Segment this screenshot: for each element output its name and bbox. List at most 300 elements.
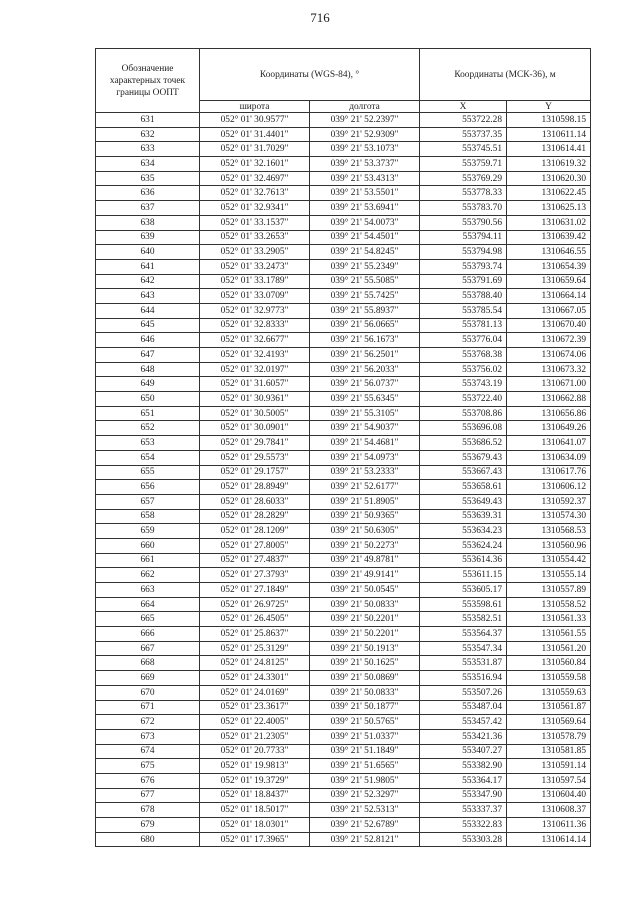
longitude-cell: 039° 21' 54.0973"	[310, 450, 420, 465]
page-number: 716	[310, 10, 330, 25]
longitude-cell: 039° 21' 54.9037"	[310, 421, 420, 436]
y-cell: 1310664.14	[507, 289, 591, 304]
latitude-cell: 052° 01' 30.5005"	[200, 406, 310, 421]
longitude-cell: 039° 21' 52.2397"	[310, 113, 420, 128]
table-row	[96, 436, 591, 451]
point-number: 647	[96, 348, 200, 363]
longitude-cell: 039° 21' 55.5085"	[310, 274, 420, 289]
point-number: 652	[96, 421, 200, 436]
table-row	[96, 553, 591, 568]
x-cell: 553686.52	[420, 436, 507, 451]
y-cell: 1310634.09	[507, 450, 591, 465]
latitude-cell: 052° 01' 24.8125"	[200, 656, 310, 671]
table-row	[96, 494, 591, 509]
x-cell: 553598.61	[420, 597, 507, 612]
point-number: 644	[96, 303, 200, 318]
point-number: 680	[96, 832, 200, 847]
x-cell: 553516.94	[420, 671, 507, 686]
point-number: 655	[96, 465, 200, 480]
latitude-cell: 052° 01' 19.3729"	[200, 773, 310, 788]
point-number: 667	[96, 641, 200, 656]
table-row	[96, 509, 591, 524]
latitude-cell: 052° 01' 32.7613"	[200, 186, 310, 201]
x-cell: 553769.29	[420, 171, 507, 186]
y-cell: 1310672.39	[507, 333, 591, 348]
y-cell: 1310656.86	[507, 406, 591, 421]
x-cell: 553708.86	[420, 406, 507, 421]
longitude-cell: 039° 21' 50.1877"	[310, 700, 420, 715]
x-cell: 553790.56	[420, 215, 507, 230]
x-cell: 553667.43	[420, 465, 507, 480]
y-cell: 1310561.87	[507, 700, 591, 715]
latitude-cell: 052° 01' 25.8637"	[200, 627, 310, 642]
longitude-cell: 039° 21' 50.0833"	[310, 685, 420, 700]
longitude-cell: 039° 21' 50.1913"	[310, 641, 420, 656]
latitude-cell: 052° 01' 27.3793"	[200, 568, 310, 583]
longitude-cell: 039° 21' 50.0545"	[310, 583, 420, 598]
x-cell: 553347.90	[420, 788, 507, 803]
longitude-cell: 039° 21' 53.4313"	[310, 171, 420, 186]
x-cell: 553634.23	[420, 524, 507, 539]
longitude-cell: 039° 21' 50.0869"	[310, 671, 420, 686]
point-number: 657	[96, 494, 200, 509]
longitude-cell: 039° 21' 55.6345"	[310, 392, 420, 407]
point-number: 660	[96, 538, 200, 553]
point-number: 677	[96, 788, 200, 803]
longitude-cell: 039° 21' 52.3297"	[310, 788, 420, 803]
header-designation: Обозначение характерных точек границы ООПТ	[96, 49, 200, 113]
longitude-cell: 039° 21' 50.1625"	[310, 656, 420, 671]
y-cell: 1310622.45	[507, 186, 591, 201]
table-body	[96, 113, 591, 847]
latitude-cell: 052° 01' 29.7841"	[200, 436, 310, 451]
table-row	[96, 230, 591, 245]
x-cell: 553507.26	[420, 685, 507, 700]
point-number: 658	[96, 509, 200, 524]
table-row	[96, 524, 591, 539]
longitude-cell: 039° 21' 53.5501"	[310, 186, 420, 201]
table-row	[96, 392, 591, 407]
x-cell: 553745.51	[420, 142, 507, 157]
longitude-cell: 039° 21' 56.0737"	[310, 377, 420, 392]
longitude-cell: 039° 21' 50.2273"	[310, 538, 420, 553]
longitude-cell: 039° 21' 54.8245"	[310, 245, 420, 260]
y-cell: 1310578.79	[507, 729, 591, 744]
latitude-cell: 052° 01' 19.9813"	[200, 759, 310, 774]
table-row	[96, 832, 591, 847]
y-cell: 1310592.37	[507, 494, 591, 509]
longitude-cell: 039° 21' 49.9141"	[310, 568, 420, 583]
latitude-cell: 052° 01' 32.9773"	[200, 303, 310, 318]
latitude-cell: 052° 01' 31.7029"	[200, 142, 310, 157]
point-number: 664	[96, 597, 200, 612]
y-cell: 1310649.26	[507, 421, 591, 436]
latitude-cell: 052° 01' 22.4005"	[200, 715, 310, 730]
point-number: 648	[96, 362, 200, 377]
y-cell: 1310574.30	[507, 509, 591, 524]
table-row	[96, 127, 591, 142]
table-row	[96, 480, 591, 495]
latitude-cell: 052° 01' 28.6033"	[200, 494, 310, 509]
latitude-cell: 052° 01' 32.9341"	[200, 201, 310, 216]
point-number: 673	[96, 729, 200, 744]
y-cell: 1310606.12	[507, 480, 591, 495]
longitude-cell: 039° 21' 53.6941"	[310, 201, 420, 216]
longitude-cell: 039° 21' 50.0833"	[310, 597, 420, 612]
table-row	[96, 656, 591, 671]
table-row	[96, 641, 591, 656]
longitude-cell: 039° 21' 55.7425"	[310, 289, 420, 304]
y-cell: 1310558.52	[507, 597, 591, 612]
point-number: 659	[96, 524, 200, 539]
table-row	[96, 729, 591, 744]
y-cell: 1310631.02	[507, 215, 591, 230]
latitude-cell: 052° 01' 28.8949"	[200, 480, 310, 495]
y-cell: 1310559.63	[507, 685, 591, 700]
latitude-cell: 052° 01' 27.1849"	[200, 583, 310, 598]
point-number: 637	[96, 201, 200, 216]
longitude-cell: 039° 21' 56.0665"	[310, 318, 420, 333]
table-row	[96, 157, 591, 172]
longitude-cell: 039° 21' 55.8937"	[310, 303, 420, 318]
table-row	[96, 568, 591, 583]
latitude-cell: 052° 01' 27.4837"	[200, 553, 310, 568]
latitude-cell: 052° 01' 21.2305"	[200, 729, 310, 744]
longitude-cell: 039° 21' 53.3737"	[310, 157, 420, 172]
longitude-cell: 039° 21' 55.3105"	[310, 406, 420, 421]
longitude-cell: 039° 21' 50.2201"	[310, 627, 420, 642]
x-cell: 553756.02	[420, 362, 507, 377]
point-number: 631	[96, 113, 200, 128]
y-cell: 1310608.37	[507, 803, 591, 818]
y-cell: 1310555.14	[507, 568, 591, 583]
table-row	[96, 627, 591, 642]
latitude-cell: 052° 01' 33.1789"	[200, 274, 310, 289]
x-cell: 553639.31	[420, 509, 507, 524]
latitude-cell: 052° 01' 33.0709"	[200, 289, 310, 304]
table-row	[96, 259, 591, 274]
latitude-cell: 052° 01' 33.2653"	[200, 230, 310, 245]
table-row	[96, 803, 591, 818]
latitude-cell: 052° 01' 32.1601"	[200, 157, 310, 172]
y-cell: 1310667.05	[507, 303, 591, 318]
longitude-cell: 039° 21' 51.0337"	[310, 729, 420, 744]
table-row	[96, 348, 591, 363]
latitude-cell: 052° 01' 31.6057"	[200, 377, 310, 392]
longitude-cell: 039° 21' 54.4681"	[310, 436, 420, 451]
y-cell: 1310670.40	[507, 318, 591, 333]
longitude-cell: 039° 21' 52.9309"	[310, 127, 420, 142]
point-number: 651	[96, 406, 200, 421]
y-cell: 1310673.32	[507, 362, 591, 377]
point-number: 656	[96, 480, 200, 495]
point-number: 654	[96, 450, 200, 465]
longitude-cell: 039° 21' 50.6305"	[310, 524, 420, 539]
x-cell: 553337.37	[420, 803, 507, 818]
point-number: 649	[96, 377, 200, 392]
y-cell: 1310604.40	[507, 788, 591, 803]
latitude-cell: 052° 01' 18.8437"	[200, 788, 310, 803]
x-cell: 553624.24	[420, 538, 507, 553]
point-number: 645	[96, 318, 200, 333]
y-cell: 1310568.53	[507, 524, 591, 539]
x-cell: 553679.43	[420, 450, 507, 465]
longitude-cell: 039° 21' 51.1849"	[310, 744, 420, 759]
table-row	[96, 788, 591, 803]
x-cell: 553696.08	[420, 421, 507, 436]
coordinates-table	[95, 48, 591, 847]
longitude-cell: 039° 21' 50.5765"	[310, 715, 420, 730]
table-row	[96, 274, 591, 289]
latitude-cell: 052° 01' 18.0301"	[200, 818, 310, 833]
y-cell: 1310554.42	[507, 553, 591, 568]
point-number: 661	[96, 553, 200, 568]
table-row	[96, 773, 591, 788]
longitude-cell: 039° 21' 55.2349"	[310, 259, 420, 274]
y-cell: 1310619.32	[507, 157, 591, 172]
x-cell: 553794.98	[420, 245, 507, 260]
table-row	[96, 744, 591, 759]
x-cell: 553794.11	[420, 230, 507, 245]
y-cell: 1310641.07	[507, 436, 591, 451]
header-y: Y	[507, 101, 591, 113]
latitude-cell: 052° 01' 33.2473"	[200, 259, 310, 274]
point-number: 674	[96, 744, 200, 759]
y-cell: 1310557.89	[507, 583, 591, 598]
y-cell: 1310639.42	[507, 230, 591, 245]
latitude-cell: 052° 01' 17.3965"	[200, 832, 310, 847]
longitude-cell: 039° 21' 51.9805"	[310, 773, 420, 788]
y-cell: 1310569.64	[507, 715, 591, 730]
x-cell: 553785.54	[420, 303, 507, 318]
y-cell: 1310597.54	[507, 773, 591, 788]
header-latitude: широта	[200, 101, 310, 113]
table-row	[96, 818, 591, 833]
x-cell: 553407.27	[420, 744, 507, 759]
point-number: 640	[96, 245, 200, 260]
longitude-cell: 039° 21' 49.8781"	[310, 553, 420, 568]
y-cell: 1310561.55	[507, 627, 591, 642]
point-number: 671	[96, 700, 200, 715]
table-row	[96, 362, 591, 377]
longitude-cell: 039° 21' 51.8905"	[310, 494, 420, 509]
x-cell: 553788.40	[420, 289, 507, 304]
y-cell: 1310625.13	[507, 201, 591, 216]
y-cell: 1310561.20	[507, 641, 591, 656]
table-row	[96, 759, 591, 774]
point-number: 675	[96, 759, 200, 774]
y-cell: 1310617.76	[507, 465, 591, 480]
point-number: 676	[96, 773, 200, 788]
table-row	[96, 201, 591, 216]
longitude-cell: 039° 21' 50.9365"	[310, 509, 420, 524]
y-cell: 1310581.85	[507, 744, 591, 759]
table-row	[96, 406, 591, 421]
table-row	[96, 171, 591, 186]
point-number: 670	[96, 685, 200, 700]
x-cell: 553487.04	[420, 700, 507, 715]
longitude-cell: 039° 21' 50.2201"	[310, 612, 420, 627]
latitude-cell: 052° 01' 32.0197"	[200, 362, 310, 377]
x-cell: 553605.17	[420, 583, 507, 598]
x-cell: 553791.69	[420, 274, 507, 289]
y-cell: 1310561.33	[507, 612, 591, 627]
point-number: 679	[96, 818, 200, 833]
latitude-cell: 052° 01' 25.3129"	[200, 641, 310, 656]
point-number: 669	[96, 671, 200, 686]
x-cell: 553531.87	[420, 656, 507, 671]
latitude-cell: 052° 01' 26.9725"	[200, 597, 310, 612]
table-row	[96, 318, 591, 333]
latitude-cell: 052° 01' 24.3301"	[200, 671, 310, 686]
y-cell: 1310614.14	[507, 832, 591, 847]
latitude-cell: 052° 01' 24.0169"	[200, 685, 310, 700]
x-cell: 553759.71	[420, 157, 507, 172]
table-row	[96, 186, 591, 201]
table-row	[96, 700, 591, 715]
point-number: 665	[96, 612, 200, 627]
longitude-cell: 039° 21' 56.2501"	[310, 348, 420, 363]
latitude-cell: 052° 01' 32.8333"	[200, 318, 310, 333]
x-cell: 553722.40	[420, 392, 507, 407]
latitude-cell: 052° 01' 29.5573"	[200, 450, 310, 465]
point-number: 642	[96, 274, 200, 289]
latitude-cell: 052° 01' 32.6677"	[200, 333, 310, 348]
table-row	[96, 142, 591, 157]
table-row	[96, 289, 591, 304]
header-x: X	[420, 101, 507, 113]
point-number: 653	[96, 436, 200, 451]
x-cell: 553547.34	[420, 641, 507, 656]
header-msk36: Координаты (МСК-36), м	[420, 49, 591, 101]
latitude-cell: 052° 01' 27.8005"	[200, 538, 310, 553]
x-cell: 553737.35	[420, 127, 507, 142]
x-cell: 553614.36	[420, 553, 507, 568]
latitude-cell: 052° 01' 30.9361"	[200, 392, 310, 407]
table-row	[96, 538, 591, 553]
latitude-cell: 052° 01' 28.2829"	[200, 509, 310, 524]
y-cell: 1310591.14	[507, 759, 591, 774]
longitude-cell: 039° 21' 56.2033"	[310, 362, 420, 377]
x-cell: 553457.42	[420, 715, 507, 730]
table-row	[96, 377, 591, 392]
x-cell: 553793.74	[420, 259, 507, 274]
table-row	[96, 612, 591, 627]
table-row	[96, 303, 591, 318]
x-cell: 553658.61	[420, 480, 507, 495]
y-cell: 1310674.06	[507, 348, 591, 363]
table-row	[96, 671, 591, 686]
longitude-cell: 039° 21' 53.1073"	[310, 142, 420, 157]
table-row	[96, 215, 591, 230]
longitude-cell: 039° 21' 52.6789"	[310, 818, 420, 833]
latitude-cell: 052° 01' 32.4193"	[200, 348, 310, 363]
latitude-cell: 052° 01' 29.1757"	[200, 465, 310, 480]
latitude-cell: 052° 01' 33.2905"	[200, 245, 310, 260]
latitude-cell: 052° 01' 18.5017"	[200, 803, 310, 818]
point-number: 666	[96, 627, 200, 642]
header-longitude: долгота	[310, 101, 420, 113]
x-cell: 553722.28	[420, 113, 507, 128]
y-cell: 1310662.88	[507, 392, 591, 407]
x-cell: 553303.28	[420, 832, 507, 847]
x-cell: 553781.13	[420, 318, 507, 333]
y-cell: 1310659.64	[507, 274, 591, 289]
point-number: 663	[96, 583, 200, 598]
y-cell: 1310654.39	[507, 259, 591, 274]
point-number: 668	[96, 656, 200, 671]
longitude-cell: 039° 21' 54.0073"	[310, 215, 420, 230]
longitude-cell: 039° 21' 52.5313"	[310, 803, 420, 818]
longitude-cell: 039° 21' 51.6565"	[310, 759, 420, 774]
point-number: 639	[96, 230, 200, 245]
latitude-cell: 052° 01' 32.4697"	[200, 171, 310, 186]
y-cell: 1310611.36	[507, 818, 591, 833]
x-cell: 553611.15	[420, 568, 507, 583]
x-cell: 553768.38	[420, 348, 507, 363]
x-cell: 553582.51	[420, 612, 507, 627]
y-cell: 1310620.30	[507, 171, 591, 186]
longitude-cell: 039° 21' 52.8121"	[310, 832, 420, 847]
point-number: 635	[96, 171, 200, 186]
y-cell: 1310646.55	[507, 245, 591, 260]
point-number: 633	[96, 142, 200, 157]
table-row	[96, 421, 591, 436]
latitude-cell: 052° 01' 33.1537"	[200, 215, 310, 230]
x-cell: 553382.90	[420, 759, 507, 774]
point-number: 641	[96, 259, 200, 274]
point-number: 643	[96, 289, 200, 304]
longitude-cell: 039° 21' 52.6177"	[310, 480, 420, 495]
x-cell: 553322.83	[420, 818, 507, 833]
latitude-cell: 052° 01' 30.9577"	[200, 113, 310, 128]
latitude-cell: 052° 01' 30.0901"	[200, 421, 310, 436]
x-cell: 553776.04	[420, 333, 507, 348]
table-row	[96, 597, 591, 612]
x-cell: 553743.19	[420, 377, 507, 392]
point-number: 638	[96, 215, 200, 230]
point-number: 636	[96, 186, 200, 201]
table-row	[96, 465, 591, 480]
x-cell: 553649.43	[420, 494, 507, 509]
table-row	[96, 450, 591, 465]
longitude-cell: 039° 21' 56.1673"	[310, 333, 420, 348]
x-cell: 553783.70	[420, 201, 507, 216]
latitude-cell: 052° 01' 23.3617"	[200, 700, 310, 715]
y-cell: 1310671.00	[507, 377, 591, 392]
y-cell: 1310614.41	[507, 142, 591, 157]
longitude-cell: 039° 21' 53.2333"	[310, 465, 420, 480]
y-cell: 1310560.96	[507, 538, 591, 553]
x-cell: 553364.17	[420, 773, 507, 788]
y-cell: 1310560.84	[507, 656, 591, 671]
point-number: 662	[96, 568, 200, 583]
point-number: 634	[96, 157, 200, 172]
longitude-cell: 039° 21' 54.4501"	[310, 230, 420, 245]
y-cell: 1310611.14	[507, 127, 591, 142]
x-cell: 553421.36	[420, 729, 507, 744]
latitude-cell: 052° 01' 20.7733"	[200, 744, 310, 759]
table-row	[96, 685, 591, 700]
x-cell: 553564.37	[420, 627, 507, 642]
header-wgs84: Координаты (WGS-84), °	[200, 49, 420, 101]
latitude-cell: 052° 01' 28.1209"	[200, 524, 310, 539]
point-number: 678	[96, 803, 200, 818]
x-cell: 553778.33	[420, 186, 507, 201]
point-number: 646	[96, 333, 200, 348]
table-row	[96, 245, 591, 260]
table-row	[96, 333, 591, 348]
